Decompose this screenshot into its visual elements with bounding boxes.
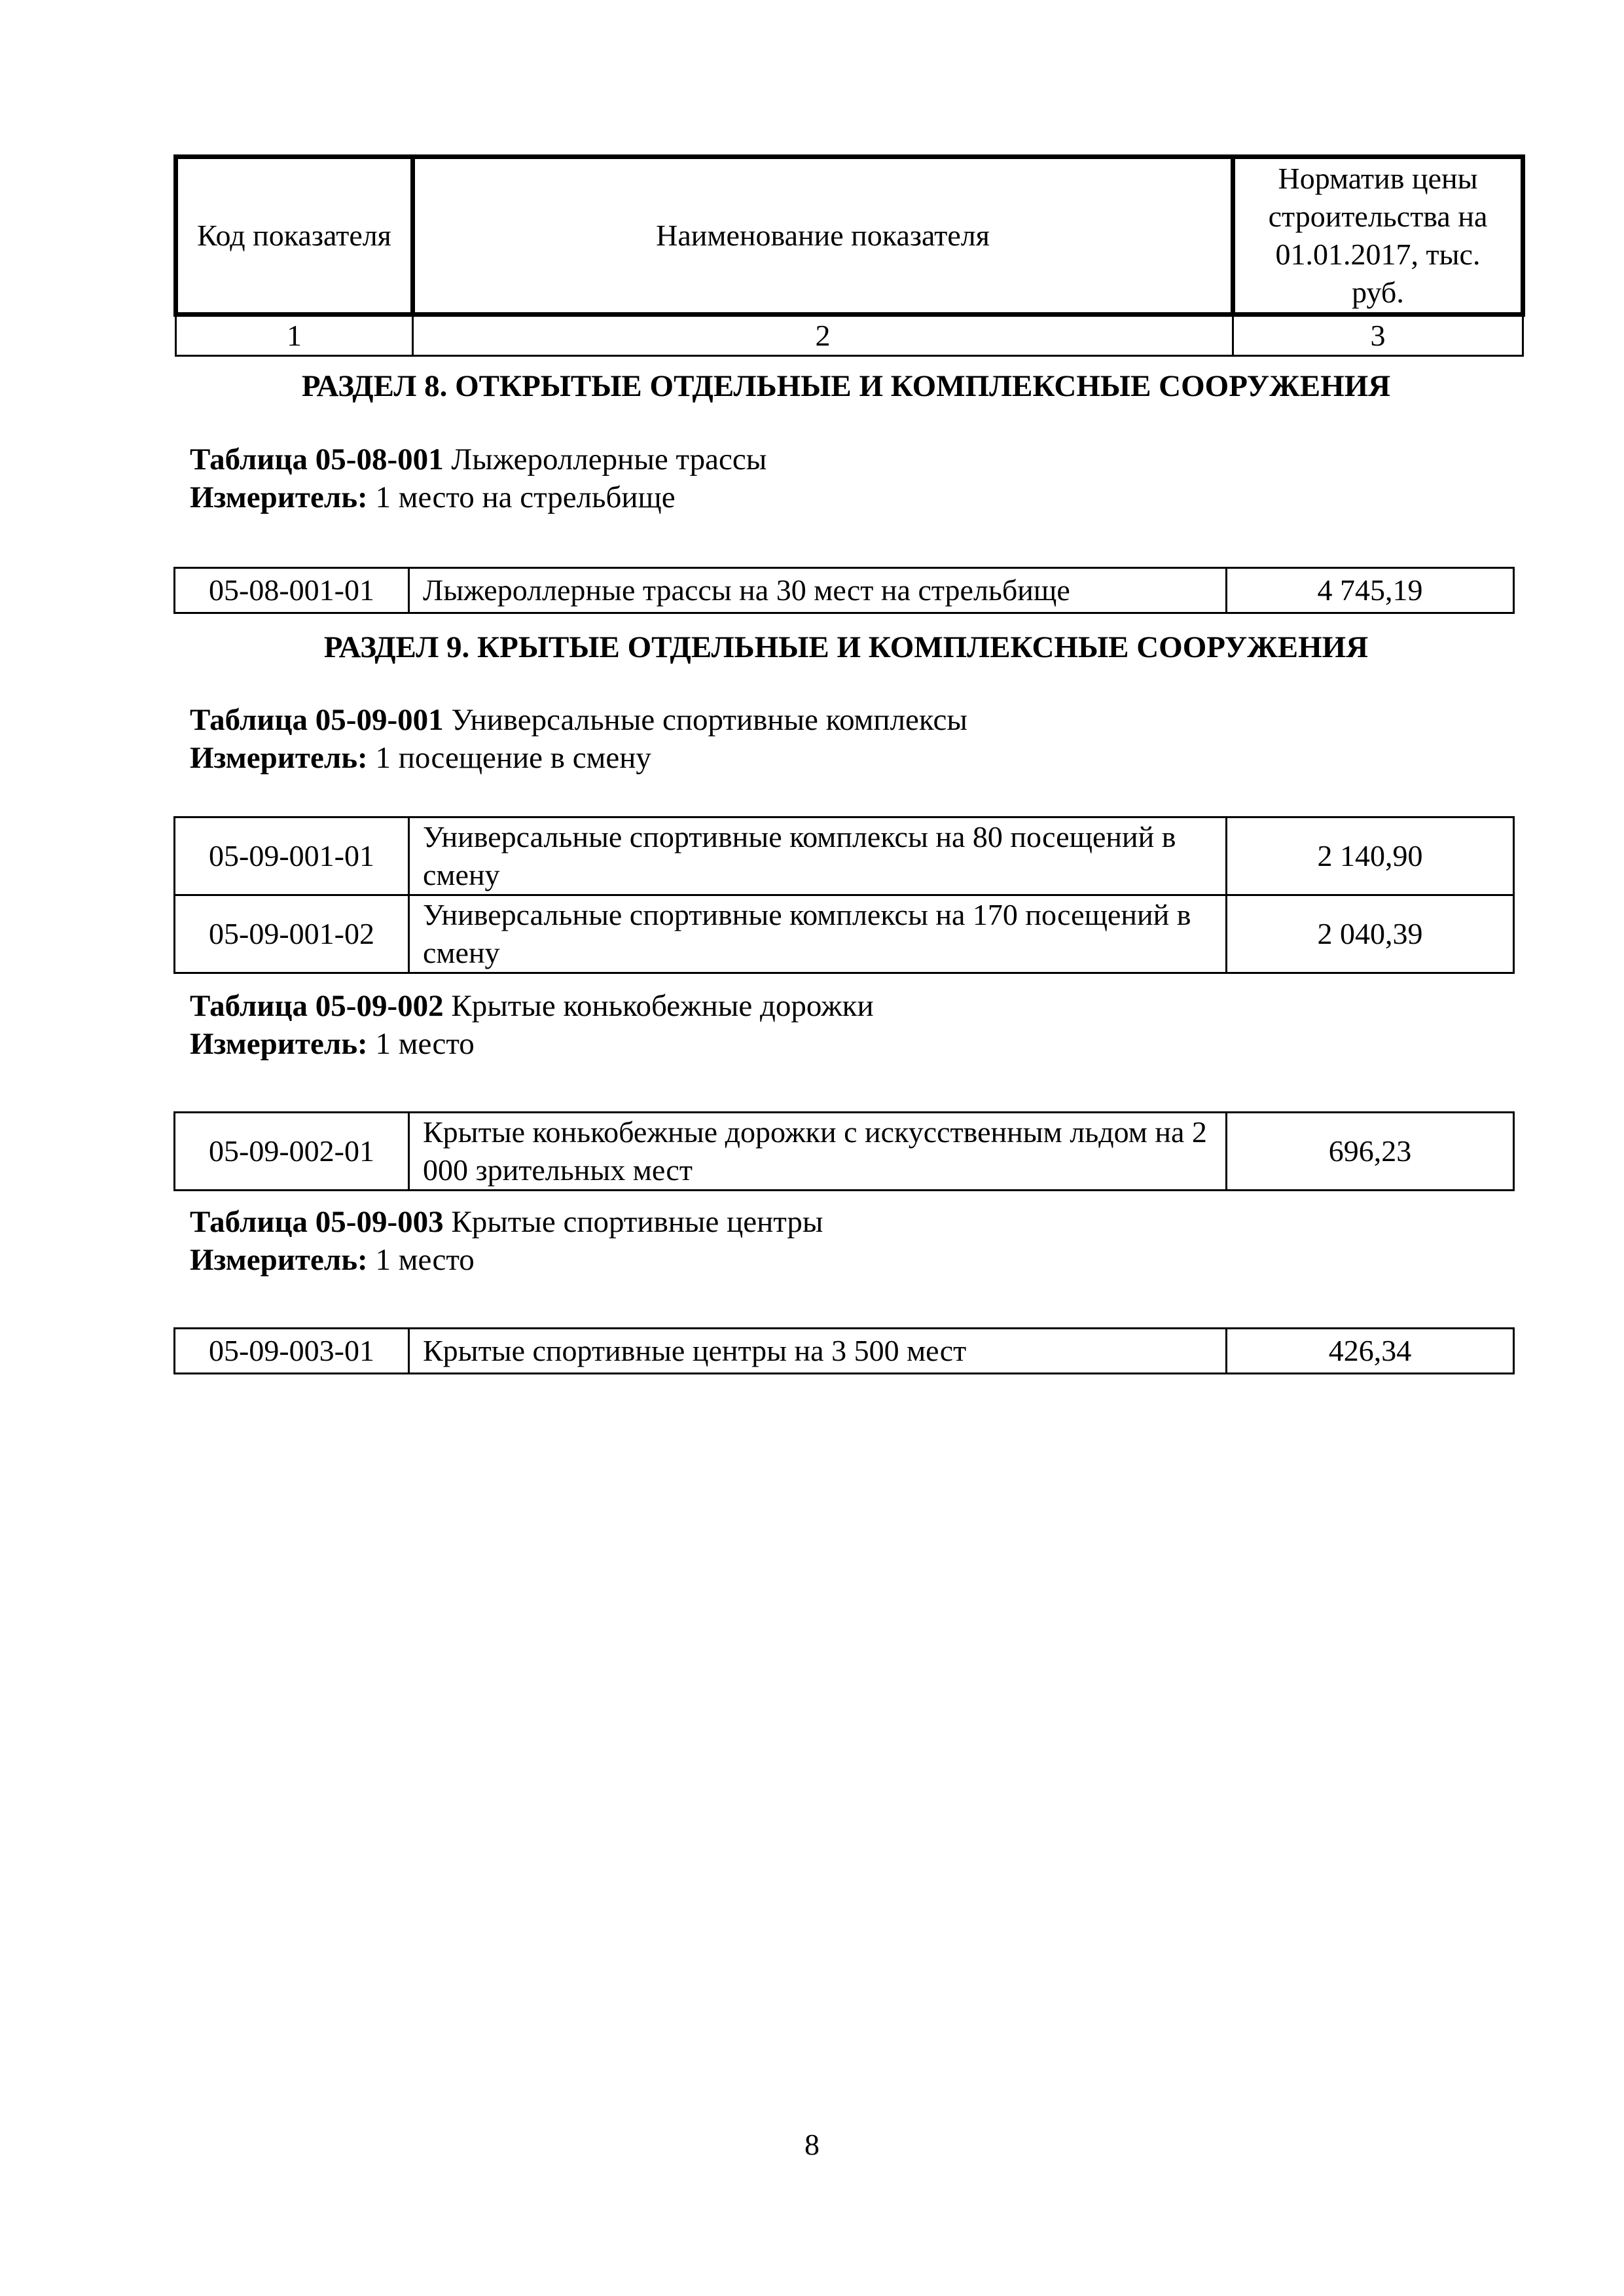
table-label: Таблица 05-09-002 (190, 989, 444, 1023)
table-row (175, 1113, 1514, 1191)
section-9-title: РАЗДЕЛ 9. КРЫТЫЕ ОТДЕЛЬНЫЕ И КОМПЛЕКСНЫЕ СООРУЖЕНИЯ (323, 630, 1369, 664)
meter-value: 1 место (375, 1243, 475, 1277)
table-05-09-002-title (190, 987, 874, 1025)
meter-label: Измеритель: (190, 1027, 368, 1061)
row-name: Крытые спортивные центры на 3 500 мест (409, 1329, 1227, 1374)
meter-value: 1 место на стрельбище (375, 480, 676, 514)
table-label: Таблица 05-08-001 (190, 442, 444, 476)
table-row (175, 568, 1514, 613)
row-name: Крытые конькобежные дорожки с искусственным льдом на 2 000 зрительных мест (409, 1113, 1227, 1191)
table-name: Универсальные спортивные комплексы (451, 703, 967, 737)
row-price: 2 140,90 (1227, 817, 1514, 895)
meter-label: Измеритель: (190, 480, 368, 514)
row-code: 05-09-001-01 (175, 817, 409, 895)
table-label: Таблица 05-09-001 (190, 703, 444, 737)
table-05-09-003-meter (190, 1241, 475, 1279)
header-name: Наименование показателя (413, 157, 1233, 315)
row-code: 05-09-002-01 (175, 1113, 409, 1191)
header-num-2: 2 (413, 315, 1233, 356)
row-code: 05-09-001-02 (175, 895, 409, 973)
table-row (175, 895, 1514, 973)
table-05-09-003-title (190, 1203, 823, 1241)
header-number-row (176, 315, 1523, 356)
row-price: 426,34 (1227, 1329, 1514, 1374)
table-05-09-002 (173, 1111, 1515, 1191)
row-name: Универсальные спортивные комплексы на 170 посещений в смену (409, 895, 1227, 973)
table-05-08-001-title (190, 440, 767, 478)
table-05-09-003 (173, 1327, 1515, 1374)
row-price: 2 040,39 (1227, 895, 1514, 973)
table-row (175, 817, 1514, 895)
table-name: Лыжероллерные трассы (451, 442, 767, 476)
header-code: Код показателя (176, 157, 413, 315)
row-code: 05-09-003-01 (175, 1329, 409, 1374)
meter-value: 1 место (375, 1027, 475, 1061)
row-name: Универсальные спортивные комплексы на 80 посещений в смену (409, 817, 1227, 895)
section-8-title: РАЗДЕЛ 8. ОТКРЫТЫЕ ОТДЕЛЬНЫЕ И КОМПЛЕКСНЫЕ СООРУЖЕНИЯ (301, 369, 1391, 403)
table-05-09-001-title (190, 701, 967, 739)
table-05-08-001-meter (190, 478, 676, 516)
table-05-08-001 (173, 567, 1515, 614)
meter-label: Измеритель: (190, 741, 368, 775)
header-price: Норматив цены строительства на 01.01.2017, тыс. руб. (1233, 157, 1523, 315)
row-price: 696,23 (1227, 1113, 1514, 1191)
row-name: Лыжероллерные трассы на 30 мест на стрельбище (409, 568, 1227, 613)
table-row (175, 1329, 1514, 1374)
table-name: Крытые конькобежные дорожки (451, 989, 874, 1023)
table-name: Крытые спортивные центры (451, 1205, 823, 1239)
header-table (173, 154, 1525, 357)
header-num-1: 1 (176, 315, 413, 356)
table-label: Таблица 05-09-003 (190, 1205, 444, 1239)
table-05-09-001-meter (190, 739, 651, 777)
table-05-09-002-meter (190, 1025, 475, 1063)
header-row (176, 157, 1523, 315)
header-num-3: 3 (1233, 315, 1523, 356)
row-code: 05-08-001-01 (175, 568, 409, 613)
meter-label: Измеритель: (190, 1243, 368, 1277)
page-number: 8 (804, 2128, 820, 2161)
row-price: 4 745,19 (1227, 568, 1514, 613)
meter-value: 1 посещение в смену (375, 741, 651, 775)
table-05-09-001 (173, 816, 1515, 974)
